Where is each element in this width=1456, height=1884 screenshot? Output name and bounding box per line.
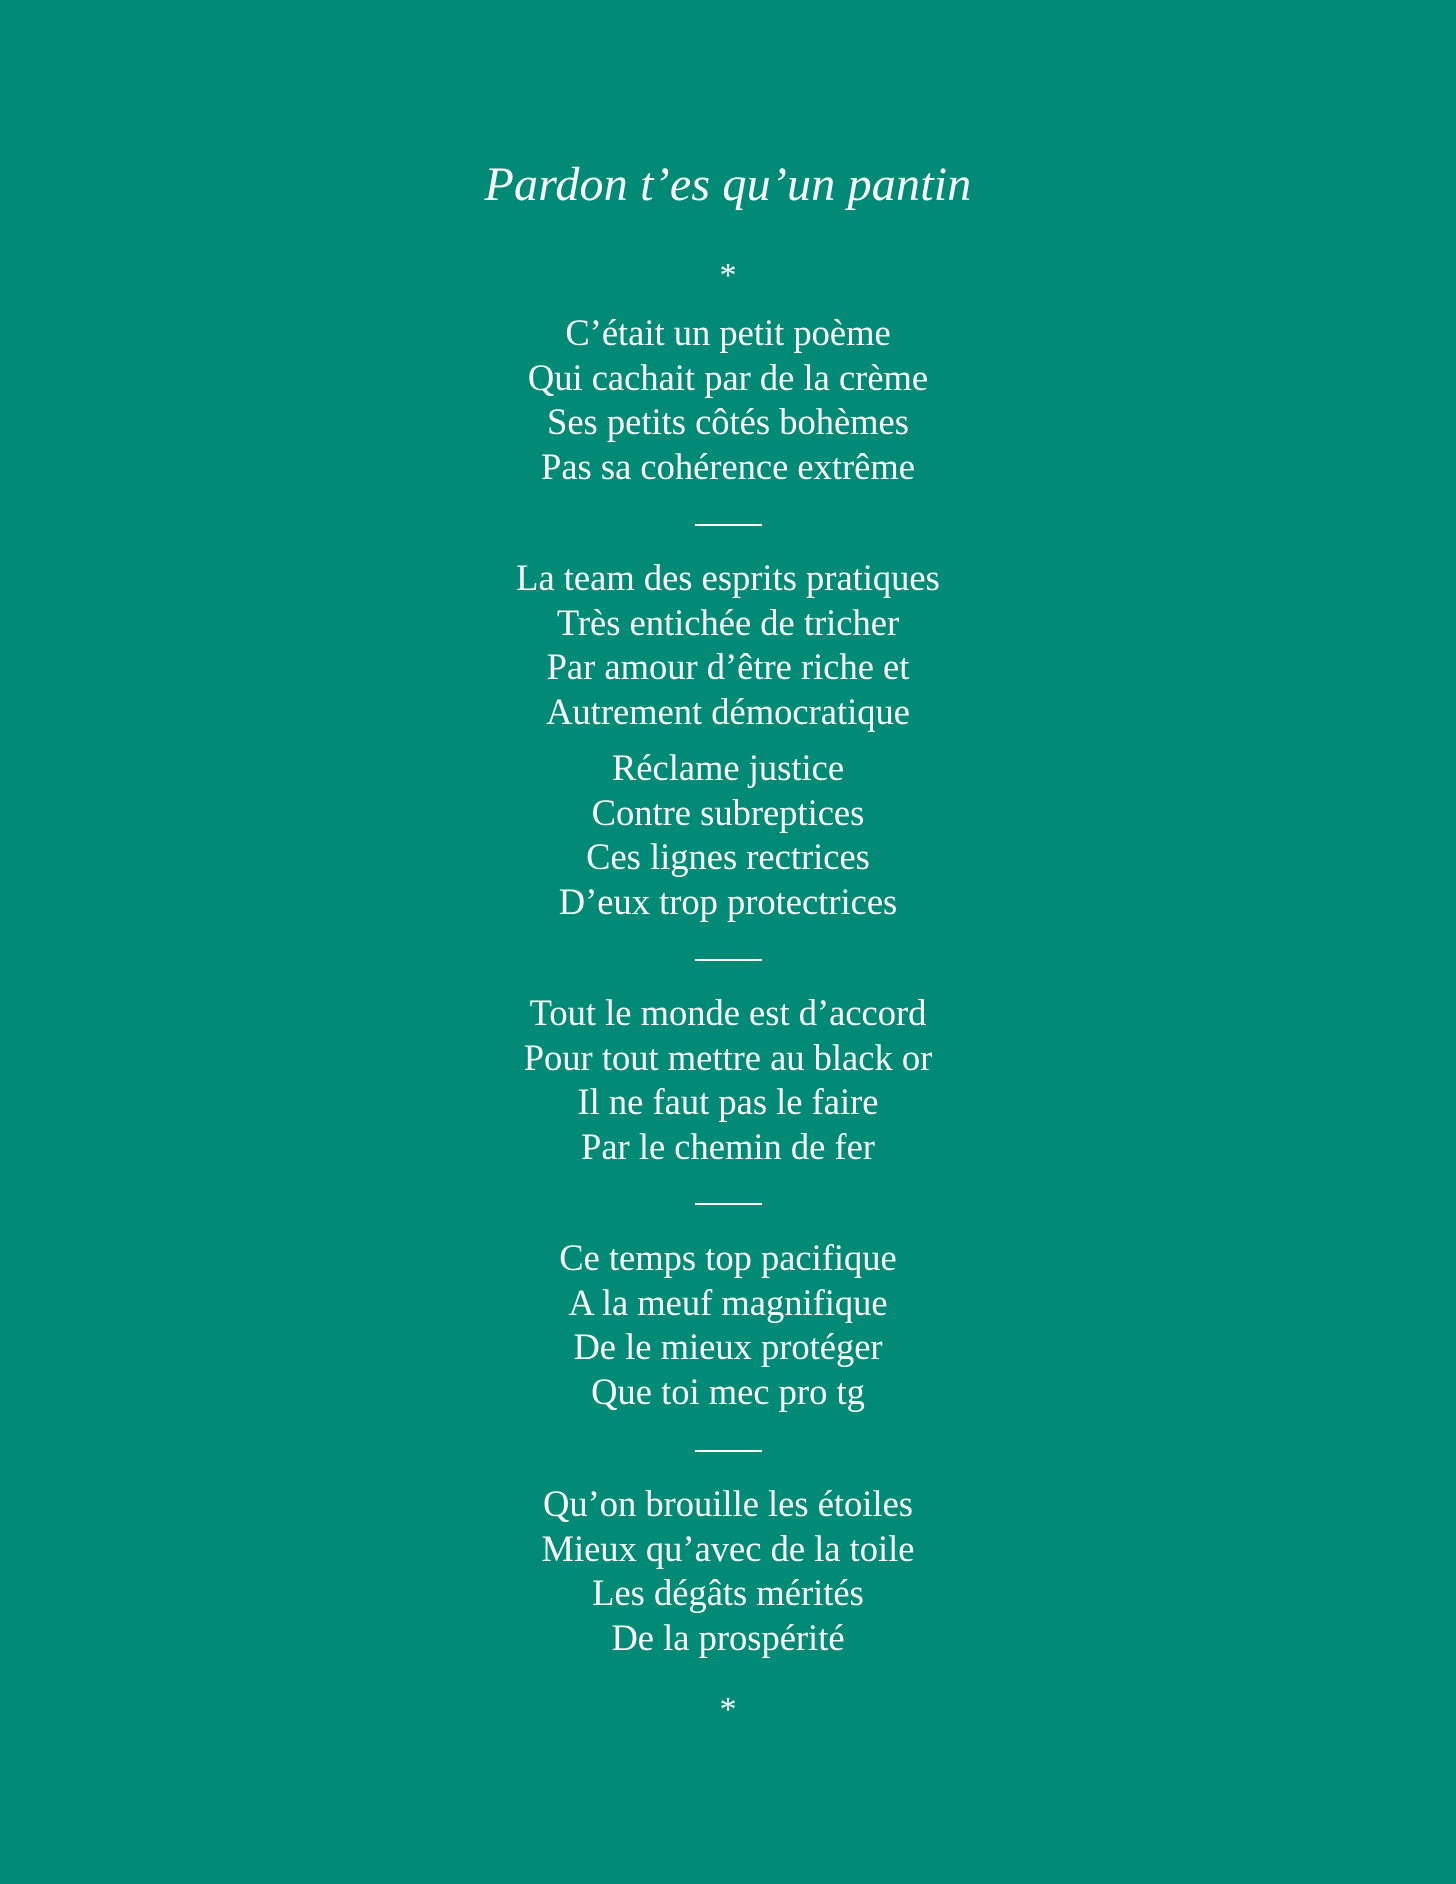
verse-line: Les dégâts mérités: [592, 1572, 864, 1613]
verse-line: Autrement démocratique: [546, 690, 910, 732]
verse-line: Pas sa cohérence extrême: [541, 445, 915, 487]
stanza-separator: [695, 1450, 762, 1452]
stanza-2: [0, 556, 1456, 734]
verse-line: Par amour d’être riche et: [546, 646, 910, 687]
verse-line: La team des esprits pratiques: [516, 557, 940, 598]
verse-line: De la prospérité: [611, 1616, 845, 1658]
asterisk-ornament-bottom: *: [719, 1691, 737, 1728]
poem-title: Pardon t’es qu’un pantin: [484, 158, 972, 211]
asterisk-ornament-top: *: [719, 257, 737, 294]
verse-line: Ce temps top pacifique: [559, 1237, 897, 1278]
verse-line: Ses petits côtés bohèmes: [547, 401, 909, 442]
verse-line: D’eux trop protectrices: [558, 880, 898, 922]
verse-line: Qui cachait par de la crème: [527, 356, 929, 398]
verse-line: Ces lignes rectrices: [586, 836, 870, 877]
verse-line: A la meuf magnifique: [568, 1281, 888, 1323]
verse-line: Par le chemin de fer: [581, 1125, 875, 1167]
stanza-4: [0, 991, 1456, 1169]
stanza-5: [0, 1236, 1456, 1414]
verse-line: Il ne faut pas le faire: [577, 1081, 879, 1122]
stanza-3: [0, 746, 1456, 924]
verse-line: Réclame justice: [611, 747, 845, 788]
stanza-separator: [695, 959, 762, 961]
verse-line: De le mieux protéger: [573, 1326, 883, 1367]
stanza-separator: [695, 524, 762, 526]
verse-line: Contre subreptices: [591, 791, 865, 833]
stanza-1: [0, 311, 1456, 489]
verse-line: Qu’on brouille les étoiles: [543, 1483, 913, 1524]
stanza-separator: [695, 1203, 762, 1205]
verse-line: Pour tout mettre au black or: [523, 1036, 933, 1078]
verse-line: Que toi mec pro tg: [591, 1370, 865, 1412]
verse-line: Mieux qu’avec de la toile: [541, 1527, 915, 1569]
verse-line: Très entichée de tricher: [556, 601, 900, 643]
verse-line: Tout le monde est d’accord: [529, 992, 927, 1033]
stanza-6: [0, 1482, 1456, 1660]
verse-line: C’était un petit poème: [565, 312, 891, 353]
